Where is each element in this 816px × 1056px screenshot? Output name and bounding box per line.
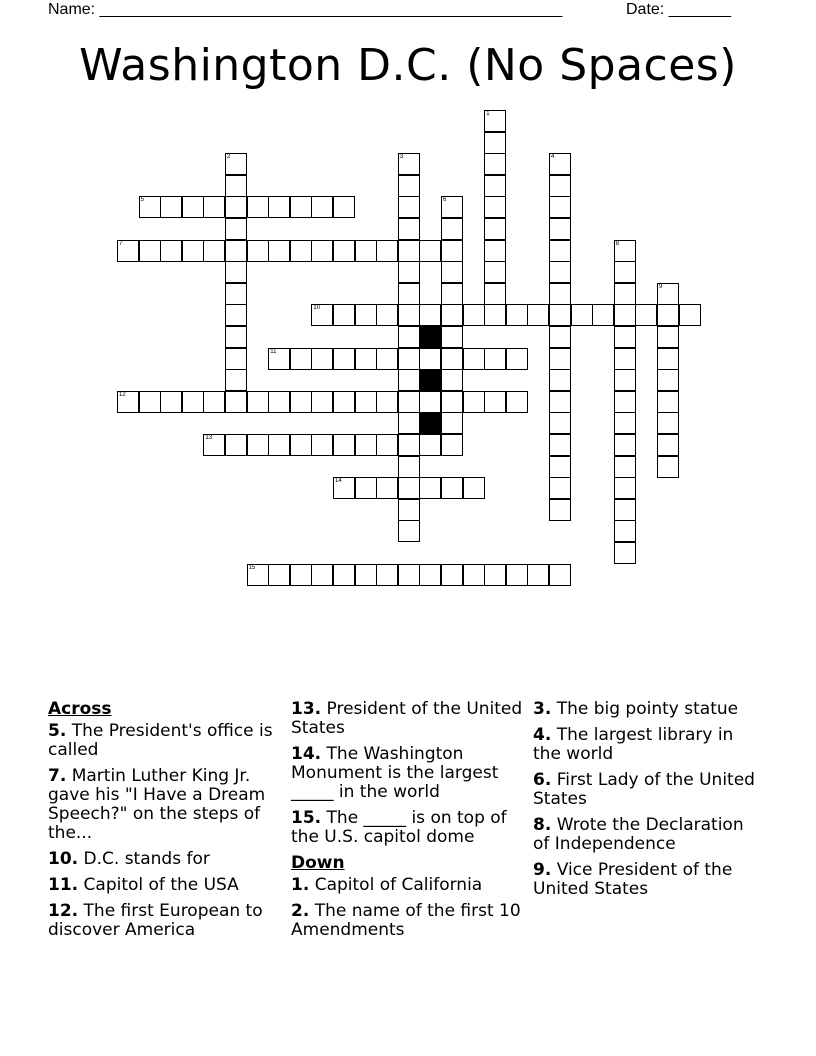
grid-cell[interactable] xyxy=(441,412,463,434)
grid-cell[interactable] xyxy=(311,304,333,326)
grid-cell[interactable] xyxy=(592,304,614,326)
grid-cell[interactable] xyxy=(333,304,355,326)
clue-text: Capitol of the USA xyxy=(78,875,239,895)
grid-cell[interactable] xyxy=(203,434,225,456)
clue-item xyxy=(48,767,283,843)
grid-cell[interactable] xyxy=(333,240,355,262)
name-field-label: Name: ____________________________________________________ xyxy=(48,1,563,18)
grid-cell[interactable] xyxy=(527,304,549,326)
grid-cell[interactable] xyxy=(203,240,225,262)
grid-cell[interactable] xyxy=(441,304,463,326)
grid-cell[interactable] xyxy=(614,283,636,305)
grid-cell[interactable] xyxy=(247,391,269,413)
grid-cell[interactable] xyxy=(441,326,463,348)
grid-cell[interactable] xyxy=(333,196,355,218)
clue-number: 6 xyxy=(443,197,447,204)
grid-cell[interactable] xyxy=(333,477,355,499)
grid-cell[interactable] xyxy=(225,283,247,305)
grid-cell[interactable] xyxy=(398,304,420,326)
grid-cell[interactable] xyxy=(247,564,269,586)
clue-item xyxy=(48,850,283,869)
grid-cell[interactable] xyxy=(398,499,420,521)
grid-cell[interactable] xyxy=(484,196,506,218)
grid-cell[interactable] xyxy=(225,348,247,370)
grid-cell[interactable] xyxy=(463,304,485,326)
clue-text: First Lady of the United States xyxy=(533,770,755,809)
grid-cell[interactable] xyxy=(484,132,506,154)
grid-cell[interactable] xyxy=(614,369,636,391)
clue-item xyxy=(48,902,283,940)
grid-cell[interactable] xyxy=(398,326,420,348)
clue-number: 10 xyxy=(313,305,321,312)
grid-cell[interactable] xyxy=(398,369,420,391)
grid-cell[interactable] xyxy=(614,520,636,542)
grid-cell[interactable] xyxy=(355,434,377,456)
clues-column-2 xyxy=(291,700,526,947)
grid-cell[interactable] xyxy=(225,391,247,413)
grid-cell[interactable] xyxy=(614,304,636,326)
grid-cell[interactable] xyxy=(225,326,247,348)
grid-cell[interactable] xyxy=(398,477,420,499)
clue-item xyxy=(291,745,526,802)
grid-cell[interactable] xyxy=(117,240,139,262)
grid-cell[interactable] xyxy=(290,240,312,262)
grid-cell[interactable] xyxy=(549,240,571,262)
grid-cell[interactable] xyxy=(355,477,377,499)
grid-cell[interactable] xyxy=(441,283,463,305)
grid-cell[interactable] xyxy=(549,326,571,348)
grid-cell[interactable] xyxy=(549,348,571,370)
grid-cell[interactable] xyxy=(268,348,290,370)
clue-text: Martin Luther King Jr. gave his "I Have a Dream Speech?" on the steps of the... xyxy=(48,766,266,843)
grid-cell[interactable] xyxy=(268,391,290,413)
clue-text: The name of the first 10 Amendments xyxy=(291,901,521,940)
grid-cell[interactable] xyxy=(419,304,441,326)
grid-cell[interactable] xyxy=(398,456,420,478)
grid-cell[interactable] xyxy=(398,434,420,456)
grid-cell[interactable] xyxy=(311,196,333,218)
clue-item xyxy=(533,771,763,809)
grid-cell[interactable] xyxy=(160,240,182,262)
grid-cell[interactable] xyxy=(614,240,636,262)
grid-cell[interactable] xyxy=(441,261,463,283)
grid-cell[interactable] xyxy=(679,304,701,326)
grid-cell[interactable] xyxy=(376,564,398,586)
clue-number: 1 xyxy=(486,111,490,117)
clue-number-label: 1. xyxy=(291,875,310,895)
grid-cell[interactable] xyxy=(463,477,485,499)
grid-cell[interactable] xyxy=(419,434,441,456)
grid-cell[interactable] xyxy=(268,240,290,262)
grid-cell[interactable] xyxy=(419,477,441,499)
grid-cell[interactable] xyxy=(571,304,593,326)
grid-cell[interactable] xyxy=(355,304,377,326)
grid-cell[interactable] xyxy=(268,564,290,586)
clues-column-3 xyxy=(533,700,763,906)
clue-number-label: 8. xyxy=(533,815,552,835)
grid-cell[interactable] xyxy=(182,391,204,413)
grid-cell[interactable] xyxy=(376,240,398,262)
grid-cell[interactable] xyxy=(203,196,225,218)
grid-cell[interactable] xyxy=(419,348,441,370)
grid-cell[interactable] xyxy=(311,564,333,586)
clue-number: 8 xyxy=(615,240,620,247)
black-square xyxy=(419,412,441,434)
grid-cell[interactable] xyxy=(398,564,420,586)
grid-cell[interactable] xyxy=(614,499,636,521)
grid-cell[interactable] xyxy=(398,218,420,240)
clue-number-label: 5. xyxy=(48,721,67,741)
grid-cell[interactable] xyxy=(549,304,571,326)
grid-cell[interactable] xyxy=(355,391,377,413)
grid-cell[interactable] xyxy=(657,283,679,305)
grid-cell[interactable] xyxy=(311,391,333,413)
grid-cell[interactable] xyxy=(441,348,463,370)
grid-cell[interactable] xyxy=(506,304,528,326)
grid-cell[interactable] xyxy=(225,196,247,218)
grid-cell[interactable] xyxy=(376,304,398,326)
clue-number-label: 9. xyxy=(533,860,552,880)
grid-cell[interactable] xyxy=(398,153,420,175)
grid-cell[interactable] xyxy=(398,261,420,283)
grid-cell[interactable] xyxy=(182,196,204,218)
grid-cell[interactable] xyxy=(311,434,333,456)
grid-cell[interactable] xyxy=(657,304,679,326)
grid-cell[interactable] xyxy=(419,240,441,262)
grid-cell[interactable] xyxy=(290,564,312,586)
grid-cell[interactable] xyxy=(657,326,679,348)
grid-cell[interactable] xyxy=(506,391,528,413)
grid-cell[interactable] xyxy=(614,434,636,456)
grid-cell[interactable] xyxy=(290,196,312,218)
grid-cell[interactable] xyxy=(139,391,161,413)
clue-text: The largest library in the world xyxy=(533,725,734,764)
grid-cell[interactable] xyxy=(376,434,398,456)
grid-cell[interactable] xyxy=(484,391,506,413)
grid-cell[interactable] xyxy=(463,348,485,370)
grid-cell[interactable] xyxy=(657,412,679,434)
clue-item xyxy=(533,700,763,719)
grid-cell[interactable] xyxy=(441,240,463,262)
grid-cell[interactable] xyxy=(139,240,161,262)
clue-item xyxy=(48,722,283,760)
grid-cell[interactable] xyxy=(635,304,657,326)
clue-number-label: 14. xyxy=(291,744,322,764)
grid-cell[interactable] xyxy=(549,196,571,218)
grid-cell[interactable] xyxy=(355,564,377,586)
grid-cell[interactable] xyxy=(441,434,463,456)
grid-cell[interactable] xyxy=(290,434,312,456)
grid-cell[interactable] xyxy=(614,477,636,499)
grid-cell[interactable] xyxy=(268,196,290,218)
clue-item xyxy=(291,902,526,940)
clue-number-label: 13. xyxy=(291,699,322,719)
clue-number-label: 2. xyxy=(291,901,310,921)
grid-cell[interactable] xyxy=(657,456,679,478)
grid-cell[interactable] xyxy=(225,175,247,197)
grid-cell[interactable] xyxy=(247,196,269,218)
grid-cell[interactable] xyxy=(549,456,571,478)
clue-number: 13 xyxy=(205,435,213,441)
grid-cell[interactable] xyxy=(657,391,679,413)
clue-text: The President's office is called xyxy=(48,721,273,760)
clue-number-label: 11. xyxy=(48,875,79,895)
grid-cell[interactable] xyxy=(549,434,571,456)
clue-text: The Washington Monument is the largest _____ in the world xyxy=(291,744,499,802)
clue-number: 15 xyxy=(248,564,256,571)
grid-cell[interactable] xyxy=(290,348,312,370)
grid-cell[interactable] xyxy=(160,196,182,218)
clue-item xyxy=(48,876,283,895)
grid-cell[interactable] xyxy=(398,391,420,413)
grid-cell[interactable] xyxy=(549,391,571,413)
grid-cell[interactable] xyxy=(398,175,420,197)
grid-cell[interactable] xyxy=(549,564,571,586)
grid-cell[interactable] xyxy=(247,240,269,262)
grid-cell[interactable] xyxy=(614,348,636,370)
clue-number: 11 xyxy=(270,348,277,355)
grid-cell[interactable] xyxy=(484,175,506,197)
clue-item xyxy=(291,809,526,847)
clue-item xyxy=(291,700,526,738)
clue-text: President of the United States xyxy=(291,699,523,738)
clue-text: Capitol of California xyxy=(309,875,483,895)
grid-cell[interactable] xyxy=(549,477,571,499)
grid-cell[interactable] xyxy=(484,110,506,132)
grid-cell[interactable] xyxy=(657,369,679,391)
grid-cell[interactable] xyxy=(333,564,355,586)
grid-cell[interactable] xyxy=(549,261,571,283)
grid-cell[interactable] xyxy=(657,434,679,456)
grid-cell[interactable] xyxy=(398,348,420,370)
grid-cell[interactable] xyxy=(441,369,463,391)
down-heading: Down xyxy=(291,853,345,873)
clue-number: 9 xyxy=(659,283,663,290)
grid-cell[interactable] xyxy=(506,348,528,370)
grid-cell[interactable] xyxy=(398,196,420,218)
grid-cell[interactable] xyxy=(225,240,247,262)
clue-item xyxy=(533,816,763,854)
grid-cell[interactable] xyxy=(225,218,247,240)
clue-number: 7 xyxy=(119,240,123,247)
grid-cell[interactable] xyxy=(484,261,506,283)
date-field-label: Date: _______ xyxy=(626,1,731,18)
grid-cell[interactable] xyxy=(463,391,485,413)
grid-cell[interactable] xyxy=(549,412,571,434)
grid-cell[interactable] xyxy=(549,218,571,240)
grid-cell[interactable] xyxy=(376,391,398,413)
grid-cell[interactable] xyxy=(290,391,312,413)
grid-cell[interactable] xyxy=(225,304,247,326)
grid-cell[interactable] xyxy=(398,283,420,305)
grid-cell[interactable] xyxy=(441,477,463,499)
grid-cell[interactable] xyxy=(484,153,506,175)
clue-text: The big pointy statue xyxy=(551,699,739,719)
grid-cell[interactable] xyxy=(376,477,398,499)
clue-item xyxy=(533,726,763,764)
clue-number-label: 6. xyxy=(533,770,552,790)
grid-cell[interactable] xyxy=(614,261,636,283)
grid-cell[interactable] xyxy=(614,456,636,478)
grid-cell[interactable] xyxy=(203,391,225,413)
grid-cell[interactable] xyxy=(419,391,441,413)
grid-cell[interactable] xyxy=(311,240,333,262)
grid-cell[interactable] xyxy=(225,434,247,456)
grid-cell[interactable] xyxy=(355,348,377,370)
clue-number-label: 4. xyxy=(533,725,552,745)
grid-cell[interactable] xyxy=(247,434,269,456)
clues-column-1 xyxy=(48,700,283,947)
grid-cell[interactable] xyxy=(484,218,506,240)
clue-number: 5 xyxy=(140,197,144,204)
grid-cell[interactable] xyxy=(614,542,636,564)
clue-number-label: 3. xyxy=(533,699,552,719)
grid-cell[interactable] xyxy=(182,240,204,262)
grid-cell[interactable] xyxy=(441,196,463,218)
grid-cell[interactable] xyxy=(268,434,290,456)
grid-cell[interactable] xyxy=(160,391,182,413)
grid-cell[interactable] xyxy=(549,499,571,521)
clue-text: Wrote the Declaration of Independence xyxy=(533,815,744,854)
grid-cell[interactable] xyxy=(657,348,679,370)
page-title: Washington D.C. (No Spaces) xyxy=(79,40,737,91)
clue-text: D.C. stands for xyxy=(78,849,210,869)
grid-cell[interactable] xyxy=(333,391,355,413)
grid-cell[interactable] xyxy=(484,304,506,326)
grid-cell[interactable] xyxy=(549,175,571,197)
grid-cell[interactable] xyxy=(355,240,377,262)
clue-number: 4 xyxy=(551,154,555,161)
grid-cell[interactable] xyxy=(441,564,463,586)
grid-cell[interactable] xyxy=(614,412,636,434)
clue-number-label: 15. xyxy=(291,808,322,828)
grid-cell[interactable] xyxy=(398,240,420,262)
grid-cell[interactable] xyxy=(398,412,420,434)
clue-number: 14 xyxy=(335,478,342,485)
grid-cell[interactable] xyxy=(441,391,463,413)
clue-number-label: 10. xyxy=(48,849,79,869)
grid-cell[interactable] xyxy=(549,283,571,305)
grid-cell[interactable] xyxy=(484,240,506,262)
grid-cell[interactable] xyxy=(484,283,506,305)
clue-number: 2 xyxy=(227,154,231,161)
clue-text: Vice President of the United States xyxy=(533,860,733,899)
grid-cell[interactable] xyxy=(549,369,571,391)
grid-cell[interactable] xyxy=(225,153,247,175)
grid-cell[interactable] xyxy=(333,348,355,370)
grid-cell[interactable] xyxy=(398,520,420,542)
clue-number: 3 xyxy=(399,154,404,161)
black-square xyxy=(419,326,441,348)
grid-cell[interactable] xyxy=(484,348,506,370)
grid-cell[interactable] xyxy=(117,391,139,413)
grid-cell[interactable] xyxy=(225,369,247,391)
grid-cell[interactable] xyxy=(441,218,463,240)
grid-cell[interactable] xyxy=(614,326,636,348)
grid-cell[interactable] xyxy=(311,348,333,370)
grid-cell[interactable] xyxy=(333,434,355,456)
across-heading: Across xyxy=(48,699,112,719)
clue-number-label: 12. xyxy=(48,901,79,921)
grid-cell[interactable] xyxy=(376,348,398,370)
clue-number-label: 7. xyxy=(48,766,67,786)
grid-cell[interactable] xyxy=(549,153,571,175)
grid-cell[interactable] xyxy=(506,564,528,586)
clue-text: The _____ is on top of the U.S. capitol dome xyxy=(291,808,507,847)
grid-cell[interactable] xyxy=(463,564,485,586)
clue-number: 12 xyxy=(119,391,126,398)
grid-cell[interactable] xyxy=(139,196,161,218)
grid-cell[interactable] xyxy=(419,564,441,586)
clue-text: The first European to discover America xyxy=(48,901,263,940)
black-square xyxy=(419,369,441,391)
grid-cell[interactable] xyxy=(484,564,506,586)
grid-cell[interactable] xyxy=(225,261,247,283)
clue-item xyxy=(291,876,526,895)
grid-cell[interactable] xyxy=(614,391,636,413)
grid-cell[interactable] xyxy=(527,564,549,586)
clue-item xyxy=(533,861,763,899)
